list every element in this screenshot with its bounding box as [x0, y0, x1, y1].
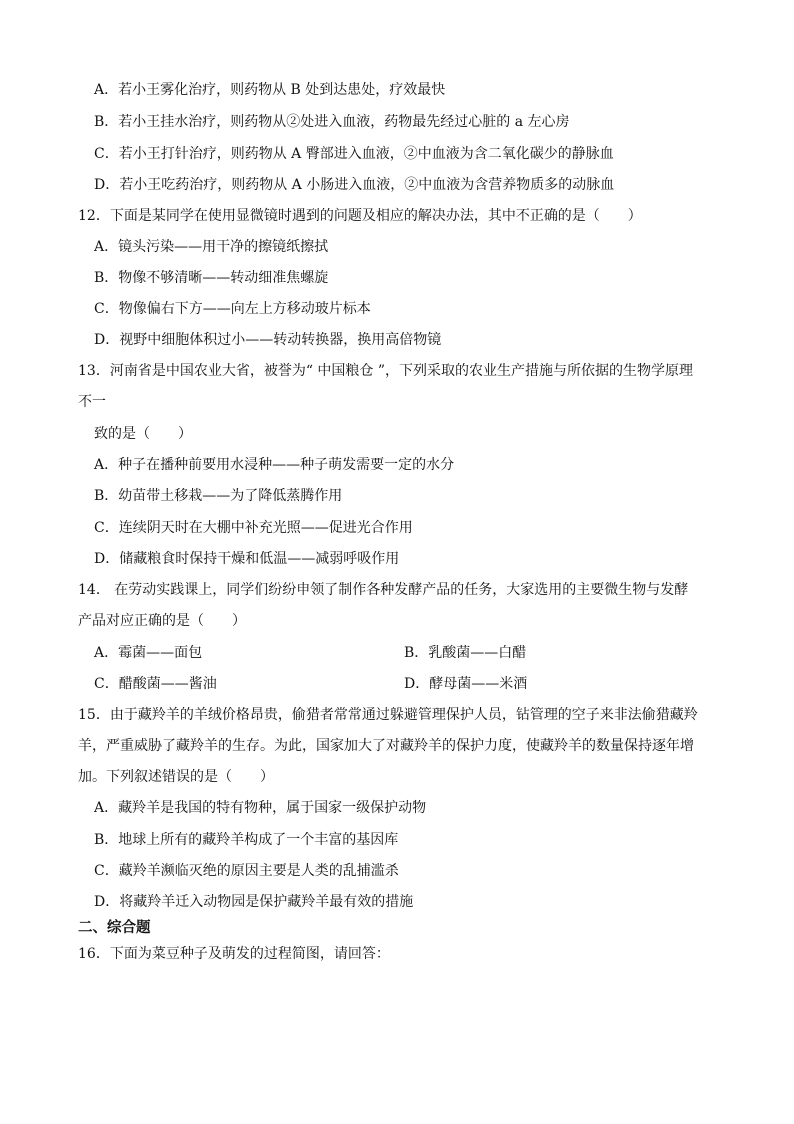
q11-option-d: D．若小王吃药治疗，则药物从 A 小肠进入血液，②中血液为含营养物质多的动脉血 [94, 177, 615, 193]
q13-option-a: A．种子在播种前要用水浸种——种子萌发需要一定的水分 [94, 457, 455, 473]
q14-option-d: D．酵母菌——米酒 [404, 676, 528, 692]
q15-option-d: D．将藏羚羊迁入动物园是保护藏羚羊最有效的措施 [94, 894, 414, 910]
q14-option-c: C．醋酸菌——酱油 [94, 676, 217, 692]
q13-stem-line1: 13．河南省是中国农业大省，被誉为“ 中国粮仓 ”，下列采取的农业生产措施与所依据的生物学原理 [78, 363, 694, 379]
q12-option-a: A．镜头污染——用干净的擦镜纸擦拭 [94, 239, 329, 255]
q14-stem-line1: 14． 在劳动实践课上，同学们纷纷申领了制作各种发酵产品的任务，大家选用的主要微生物与发酵 [78, 582, 689, 598]
q15-stem-line1: 15．由于藏羚羊的羊绒价格昂贵，偷猎者常常通过躲避管理保护人员，钻管理的空子来非法偷猎藏羚 [78, 707, 698, 723]
q12-stem: 12．下面是某同学在使用显微镜时遇到的问题及相应的解决办法，其中不正确的是（ ） [78, 208, 642, 224]
q12-option-b: B．物像不够清晰——转动细准焦螺旋 [94, 270, 329, 286]
q13-option-b: B．幼苗带土移栽——为了降低蒸腾作用 [94, 488, 343, 504]
q13-stem-line2: 不一 [78, 394, 106, 410]
q12-option-c: C．物像偏右下方——向左上方移动玻片标本 [94, 301, 371, 317]
q16-stem: 16．下面为菜豆种子及萌发的过程简图，请回答： [78, 946, 390, 962]
q14-option-b: B．乳酸菌——白醋 [404, 645, 527, 661]
q15-option-b: B．地球上所有的藏羚羊构成了一个丰富的基因库 [94, 832, 399, 848]
q14-stem-line2: 产品对应正确的是（ ） [78, 613, 246, 629]
section-title: 二、综合题 [78, 920, 151, 936]
q14-option-a: A．霉菌——面包 [94, 645, 203, 661]
q11-option-b: B．若小王挂水治疗，则药物从②处进入血液，药物最先经过心脏的 a 左心房 [94, 114, 570, 130]
q11-option-c: C．若小王打针治疗，则药物从 A 臀部进入血液，②中血液为含二氧化碳少的静脉血 [94, 146, 614, 162]
q12-option-d: D．视野中细胞体积过小——转动转换器，换用高倍物镜 [94, 332, 442, 348]
q15-stem-line3: 加。下列叙述错误的是（ ） [78, 769, 274, 785]
q15-stem-line2: 羊，严重威胁了藏羚羊的生存。为此，国家加大了对藏羚羊的保护力度，使藏羚羊的数量保持逐年增 [78, 738, 694, 754]
q15-option-c: C．藏羚羊濒临灭绝的原因主要是人类的乱捕滥杀 [94, 863, 399, 879]
q13-option-d: D．储藏粮食时保持干燥和低温——减弱呼吸作用 [94, 551, 400, 567]
q11-option-a: A．若小王雾化治疗，则药物从 B 处到达患处，疗效最快 [94, 82, 446, 98]
q13-option-c: C．连续阴天时在大棚中补充光照——促进光合作用 [94, 520, 413, 536]
q13-stem-line3: 致的是（ ） [94, 426, 192, 442]
q15-option-a: A．藏羚羊是我国的特有物种，属于国家一级保护动物 [94, 800, 427, 816]
